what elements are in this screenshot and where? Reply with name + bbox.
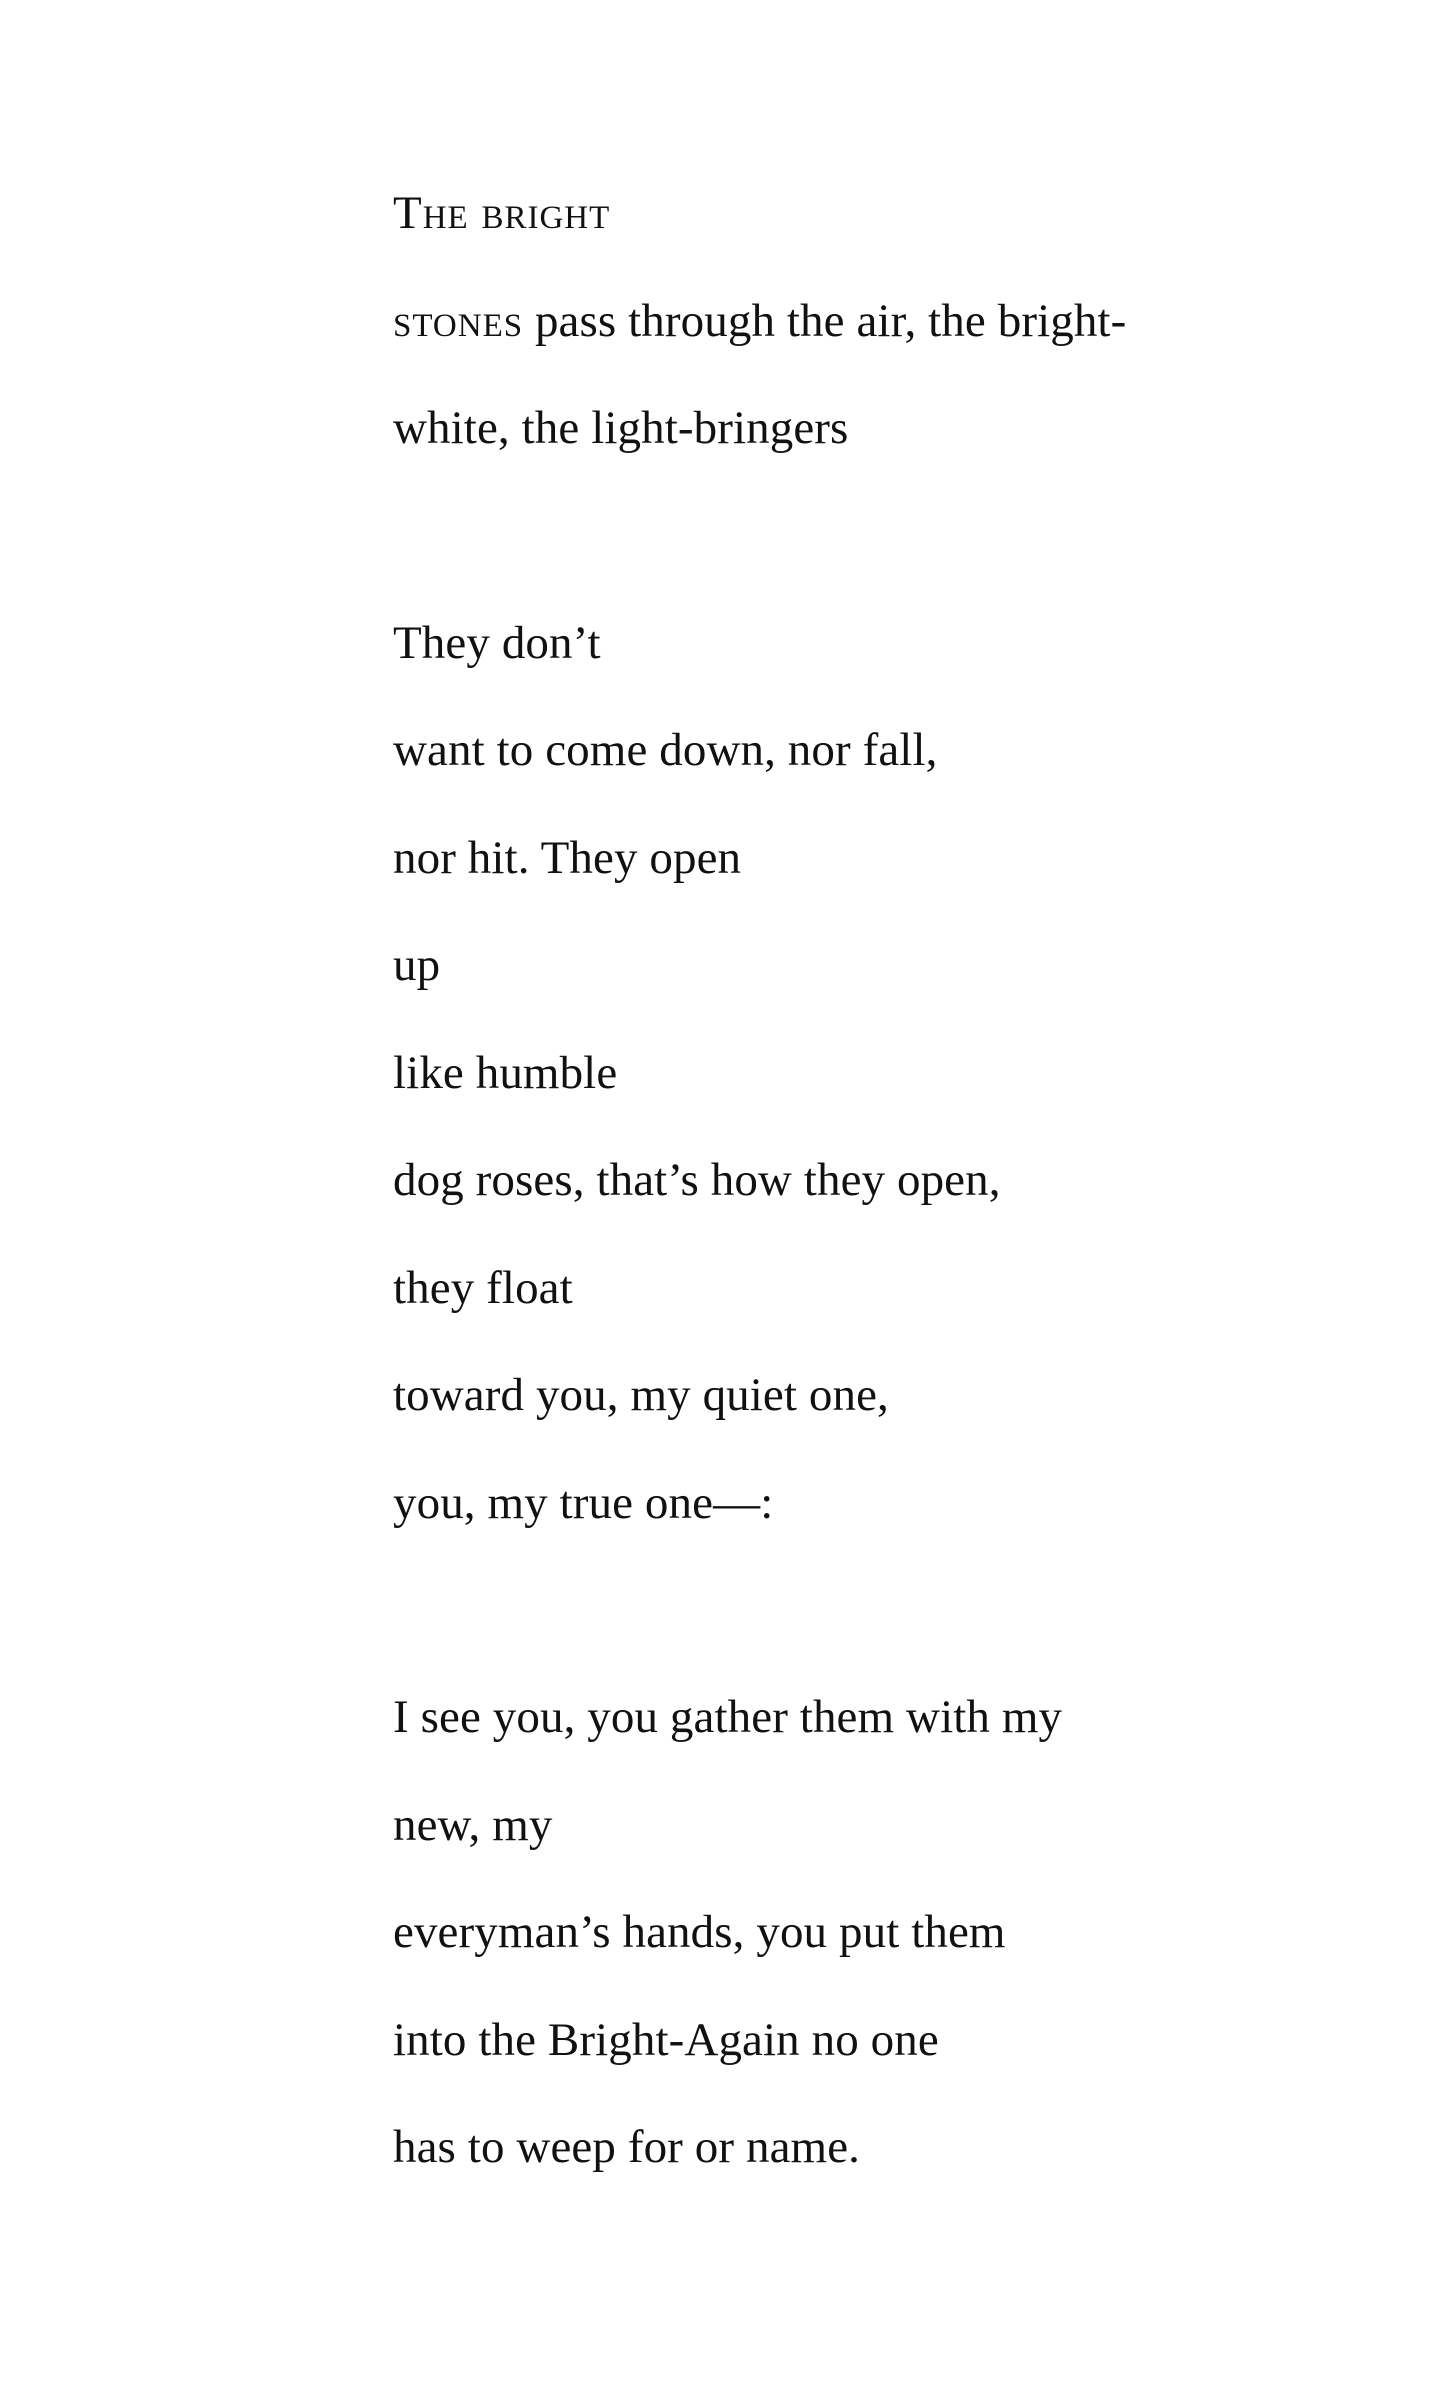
poem-line: they float <box>393 1261 573 1314</box>
stanza-3 <box>393 1664 1373 2202</box>
stanza-2 <box>393 590 1373 1558</box>
small-caps-text: stones <box>393 294 524 347</box>
poem-line: everyman’s hands, you put them <box>393 1906 1006 1958</box>
poem-line <box>393 160 1373 268</box>
poem-line: dog roses, that’s how they open, <box>393 1154 1001 1206</box>
poem-line: you, my true one—: <box>393 1476 774 1529</box>
poem-line: has to weep for or name. <box>393 2121 861 2173</box>
line-text: pass through the air, the bright- <box>523 294 1127 347</box>
poem-line: into the Bright-Again no one <box>393 2013 939 2066</box>
poem-line: toward you, my quiet one, <box>393 1369 889 1421</box>
poem-line: They don’t <box>393 616 601 669</box>
poem-line <box>393 268 1373 376</box>
poem-line: like humble <box>393 1046 618 1099</box>
poem-line: white, the light-bringers <box>393 402 849 454</box>
poem-line: up <box>393 939 441 991</box>
poem-line: new, my <box>393 1798 553 1851</box>
poem-line: nor hit. They open <box>393 831 742 884</box>
stanza-1 <box>393 160 1373 483</box>
poem-line: want to come down, nor fall, <box>393 724 938 776</box>
small-caps-text: The bright <box>393 187 611 239</box>
poem-line: I see you, you gather them with my <box>393 1691 1063 1743</box>
poem <box>393 160 1373 2202</box>
